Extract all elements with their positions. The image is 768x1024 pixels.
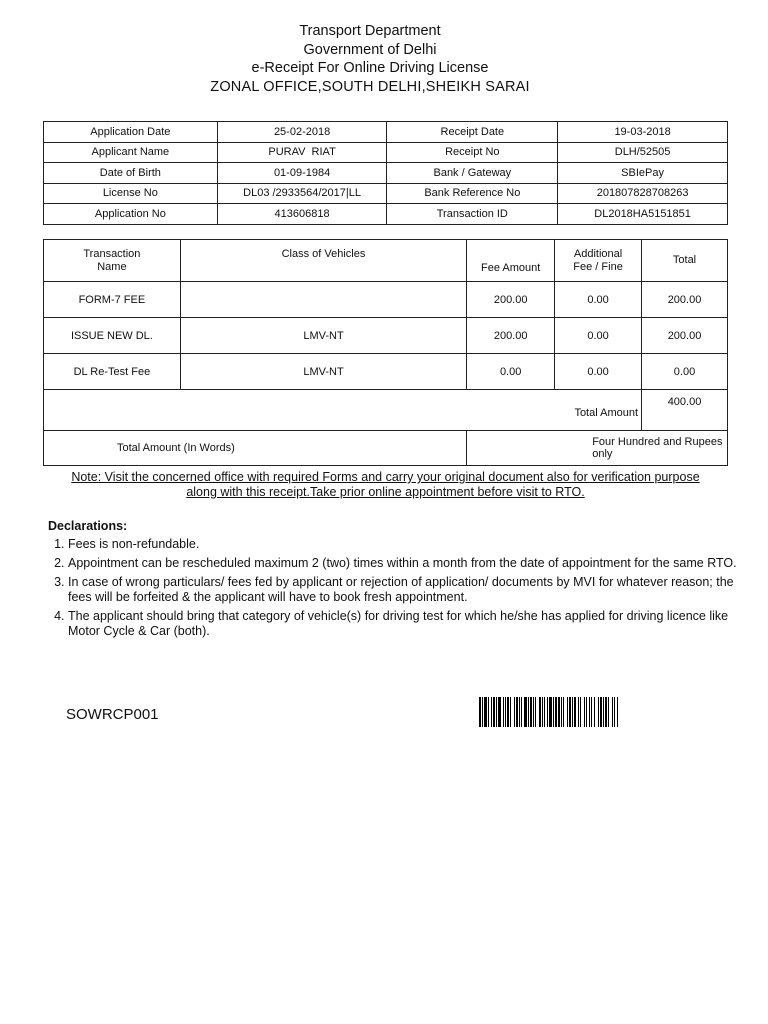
vehicle-class (180, 282, 466, 318)
declaration-item: 4. The applicant should bring that category of vehicle(s) for driving test for which he/she has applied for driving licence like Motor Cycle & Car (both). (68, 609, 758, 639)
total-amount-row (44, 390, 728, 431)
department-title: Transport Department (299, 23, 441, 39)
info-row (44, 204, 728, 225)
info-value: 201807828708263 (558, 183, 728, 204)
government-title: Government of Delhi (303, 41, 437, 58)
fee-row (44, 318, 728, 354)
transaction-name: FORM-7 FEE (44, 282, 181, 318)
office-title: ZONAL OFFICE,SOUTH DELHI,SHEIKH SARAI (210, 78, 530, 95)
declaration-item: 1. Fees is non-refundable. (68, 537, 758, 552)
info-row (44, 122, 728, 143)
header-line: Transaction (83, 247, 141, 260)
info-value: PURAV RIAT (217, 142, 387, 163)
info-label: Application No (44, 204, 218, 225)
info-label: Date of Birth (44, 163, 218, 184)
header-line: Name (97, 260, 127, 273)
fee-amount: 200.00 (467, 282, 555, 318)
info-label: Bank Reference No (387, 183, 558, 204)
vehicle-class: LMV-NT (180, 318, 466, 354)
fee-amount: 0.00 (467, 354, 555, 390)
amount-in-words-label: Total Amount (In Words) (44, 431, 467, 466)
receipt-header (0, 22, 740, 96)
info-value: 01-09-1984 (217, 163, 387, 184)
info-row (44, 163, 728, 184)
info-value: 25-02-2018 (217, 122, 387, 143)
info-label: Application Date (44, 122, 218, 143)
amount-in-words-value: Four Hundred and Rupees only (467, 431, 728, 466)
header-line: Class of Vehicles (281, 248, 366, 260)
total-amount-label: Total Amount (44, 390, 642, 431)
note-line-2: along with this receipt.Take prior online appointment before visit to RTO. (186, 485, 585, 499)
barcode (479, 697, 719, 727)
fee-row (44, 354, 728, 390)
note-line-1: Note: Visit the concerned office with required Forms and carry your original document also for verification purpose (71, 470, 700, 484)
header-line: Additional (573, 247, 623, 260)
info-label: License No (44, 183, 218, 204)
declaration-item: 3. In case of wrong particulars/ fees fed by applicant or rejection of application/ documents by MVI for whatever reason; the fees will be forfeited & the applicant will have to book fresh appointment. (68, 575, 758, 605)
receipt-title: e-Receipt For Online Driving License (251, 60, 489, 76)
receipt-code: SOWRCP001 (66, 706, 159, 723)
info-value: 19-03-2018 (558, 122, 728, 143)
fee-amount: 200.00 (467, 318, 555, 354)
info-label: Bank / Gateway (387, 163, 558, 184)
row-total: 0.00 (642, 354, 728, 390)
additional-fee: 0.00 (555, 282, 642, 318)
declaration-item: 2. Appointment can be rescheduled maximum 2 (two) times within a month from the date of appointment for the same RTO. (68, 556, 758, 571)
declarations-list (48, 537, 758, 643)
header-line: Fee Amount (480, 262, 541, 274)
amount-in-words-row (44, 431, 728, 466)
row-total: 200.00 (642, 282, 728, 318)
fee-header-transaction (44, 240, 181, 282)
transaction-name: ISSUE NEW DL. (44, 318, 181, 354)
info-row (44, 183, 728, 204)
applicant-info-table (43, 121, 728, 225)
info-label: Transaction ID (387, 204, 558, 225)
info-label: Receipt Date (387, 122, 558, 143)
info-value: DL2018HA5151851 (558, 204, 728, 225)
info-value: SBIePay (558, 163, 728, 184)
info-value: DL03 /2933564/2017|LL (217, 183, 387, 204)
fee-header-fee (467, 240, 555, 282)
fee-header-row (44, 240, 728, 282)
header-line: Fee / Fine (573, 260, 623, 273)
declarations-title: Declarations: (48, 519, 128, 533)
fee-header-class (180, 240, 466, 282)
fee-header-additional (555, 240, 642, 282)
transaction-name: DL Re-Test Fee (44, 354, 181, 390)
info-value: 413606818 (217, 204, 387, 225)
info-label: Applicant Name (44, 142, 218, 163)
total-amount-value: 400.00 (642, 390, 728, 431)
note (43, 470, 728, 500)
fee-row (44, 282, 728, 318)
fee-table (43, 239, 728, 466)
row-total: 200.00 (642, 318, 728, 354)
vehicle-class: LMV-NT (180, 354, 466, 390)
info-row (44, 142, 728, 163)
additional-fee: 0.00 (555, 318, 642, 354)
fee-header-total (642, 240, 728, 282)
additional-fee: 0.00 (555, 354, 642, 390)
info-value: DLH/52505 (558, 142, 728, 163)
info-label: Receipt No (387, 142, 558, 163)
header-line: Total (672, 254, 697, 266)
